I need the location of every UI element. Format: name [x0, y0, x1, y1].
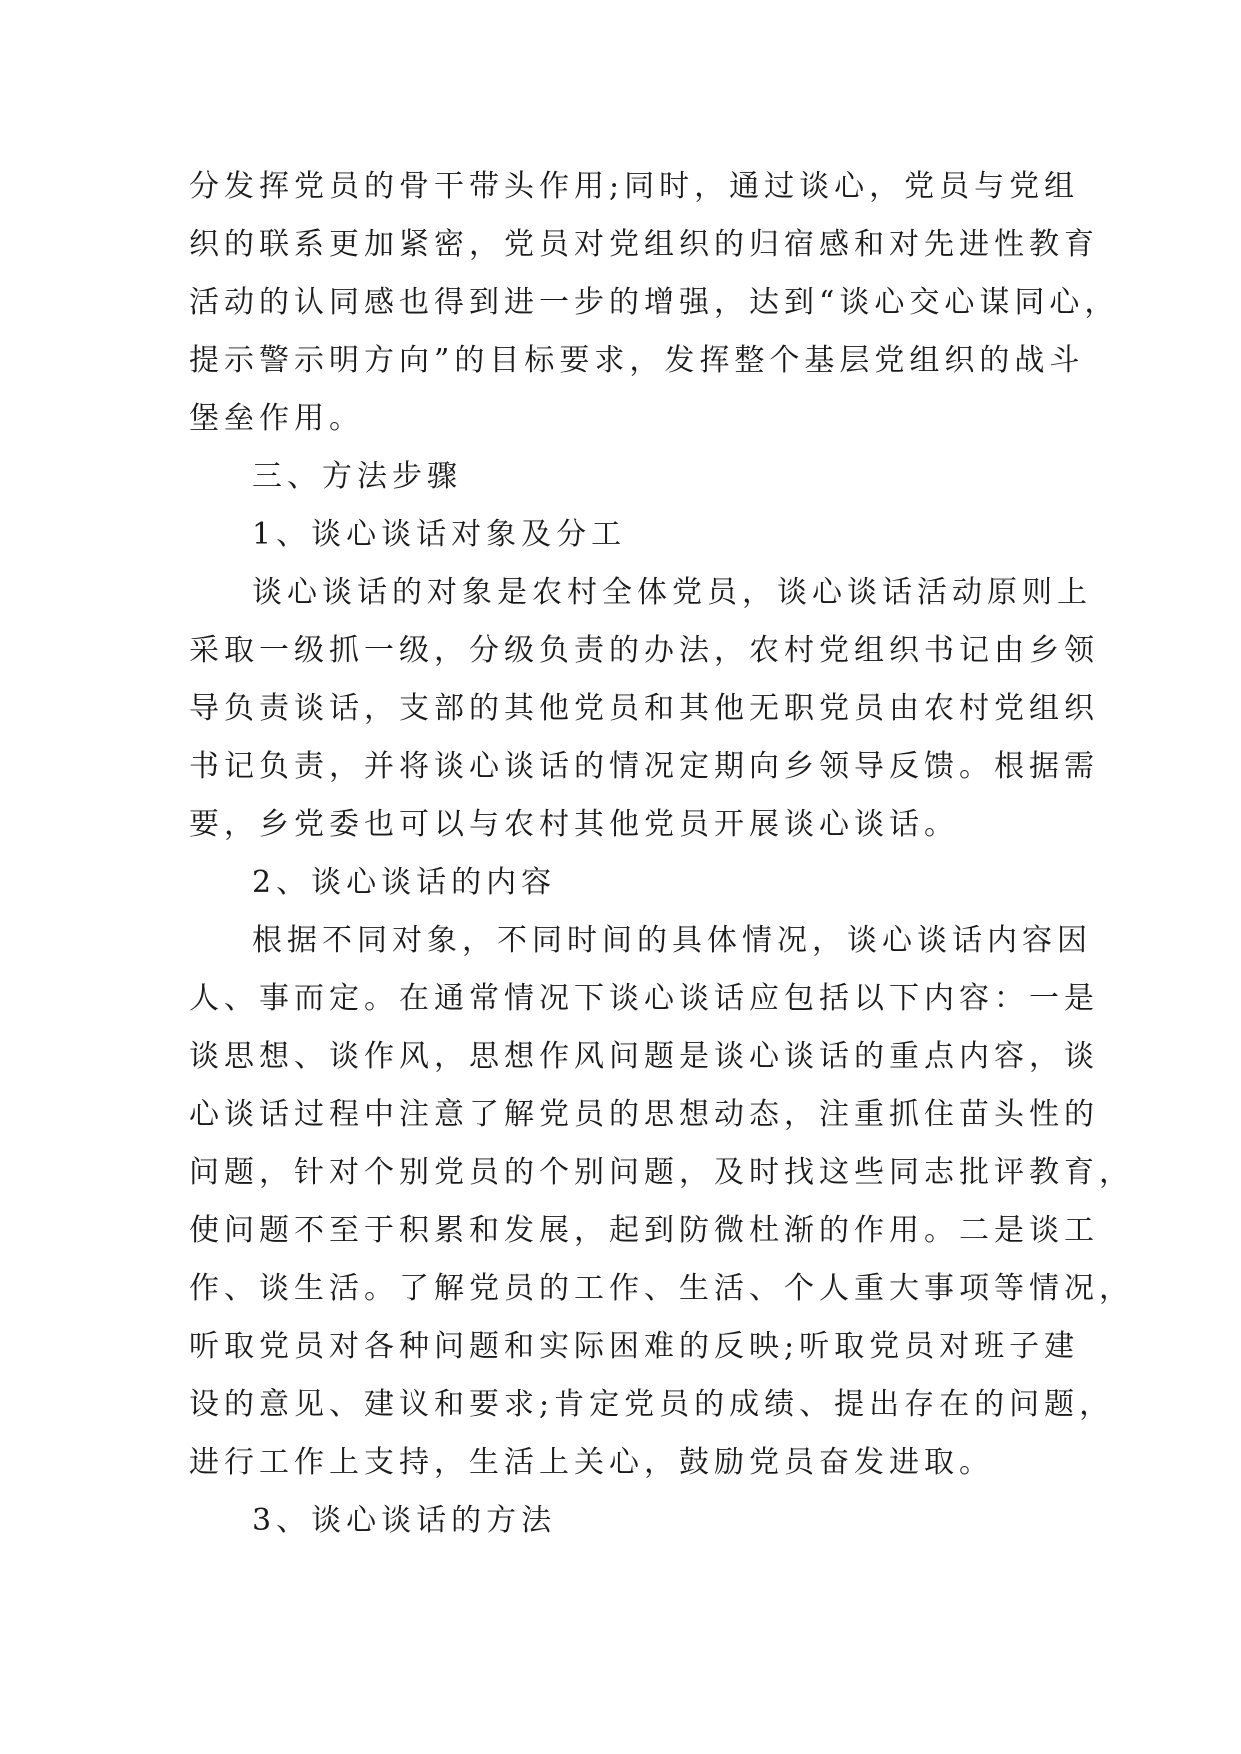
paragraph-line: 听取党员对各种问题和实际困难的反映;听取党员对班子建 — [189, 1329, 1080, 1364]
paragraph-line: 织的联系更加紧密，党员对党组织的归宿感和对先进性教育 — [189, 227, 1099, 262]
paragraph-line: 问题，针对个别党员的个别问题，及时找这些同志批评教育， — [189, 1155, 1134, 1190]
paragraph-line: 导负责谈话，支部的其他党员和其他无职党员由农村党组织 — [189, 691, 1099, 726]
paragraph-line: 谈思想、谈作风，思想作风问题是谈心谈话的重点内容，谈 — [189, 1039, 1099, 1074]
paragraph-line: 人、事而定。在通常情况下谈心谈话应包括以下内容：一是 — [189, 981, 1099, 1016]
paragraph-line: 设的意见、建议和要求;肯定党员的成绩、提出存在的问题， — [189, 1387, 1115, 1422]
paragraph-line: 根据不同对象，不同时间的具体情况，谈心谈话内容因 — [252, 923, 1092, 958]
paragraph-line: 心谈话过程中注意了解党员的思想动态，注重抓住苗头性的 — [189, 1097, 1099, 1132]
paragraph-line: 作、谈生活。了解党员的工作、生活、个人重大事项等情况， — [189, 1271, 1134, 1306]
paragraph-line: 谈心谈话的对象是农村全体党员，谈心谈话活动原则上 — [252, 575, 1092, 610]
subsection-heading: 2、谈心谈话的内容 — [252, 865, 557, 900]
paragraph-line: 活动的认同感也得到进一步的增强，达到“谈心交心谋同心， — [189, 285, 1120, 320]
paragraph-line: 提示警示明方向”的目标要求，发挥整个基层党组织的战斗 — [189, 343, 1085, 378]
section-heading: 三、方法步骤 — [252, 459, 462, 494]
paragraph-line: 使问题不至于积累和发展，起到防微杜渐的作用。二是谈工 — [189, 1213, 1099, 1248]
paragraph-line: 分发挥党员的骨干带头作用;同时，通过谈心，党员与党组 — [189, 169, 1080, 204]
paragraph-line: 要，乡党委也可以与农村其他党员开展谈心谈话。 — [189, 807, 959, 842]
subsection-heading: 1、谈心谈话对象及分工 — [252, 517, 627, 552]
subsection-heading: 3、谈心谈话的方法 — [252, 1503, 557, 1538]
paragraph-line: 采取一级抓一级，分级负责的办法，农村党组织书记由乡领 — [189, 633, 1099, 668]
paragraph-line: 书记负责，并将谈心谈话的情况定期向乡领导反馈。根据需 — [189, 749, 1099, 784]
paragraph-line: 堡垒作用。 — [189, 401, 364, 436]
paragraph-line: 进行工作上支持，生活上关心，鼓励党员奋发进取。 — [189, 1445, 994, 1480]
